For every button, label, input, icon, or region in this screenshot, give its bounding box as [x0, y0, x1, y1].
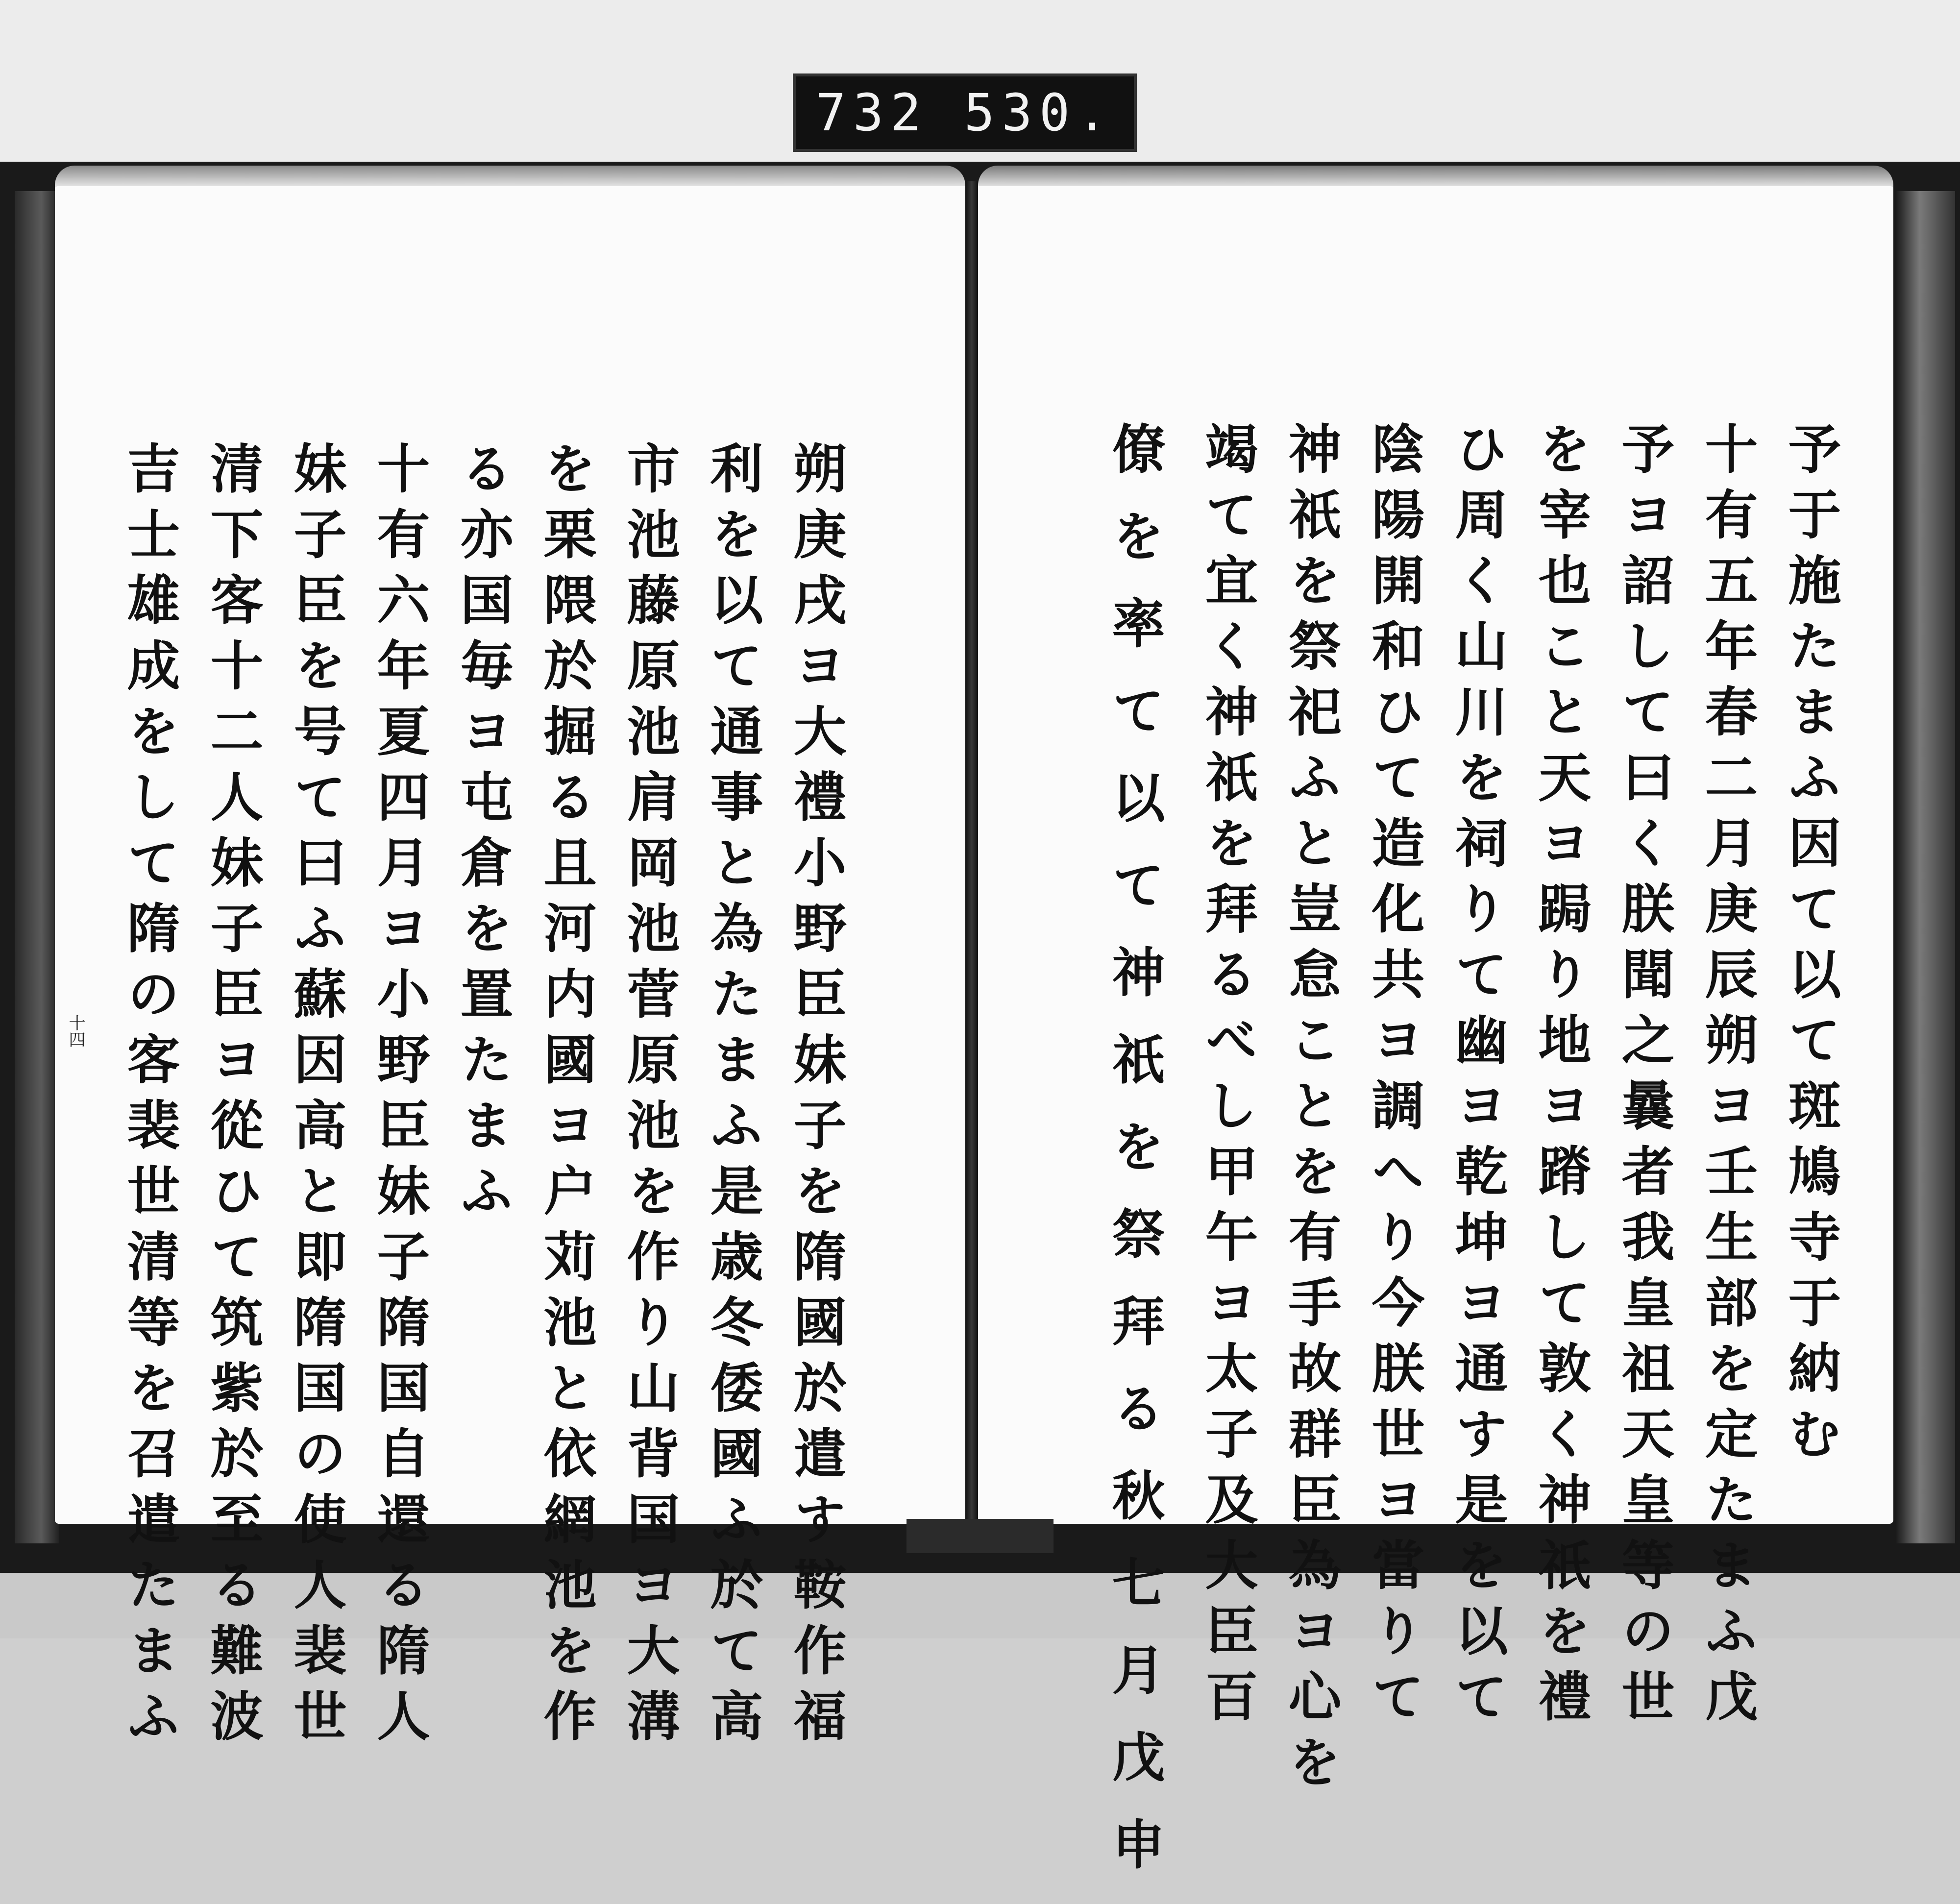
- left-page-column-8: 清下客十二人妹子臣ヨ從ひて筑紫於至る難波: [201, 441, 263, 1754]
- right-page-column-9: 僚を率て以て神祇を祭拜る秋七月戊申: [1103, 421, 1165, 1904]
- film-label-plate: [793, 73, 1137, 152]
- label-left-number: 732: [815, 83, 928, 143]
- page-number: 十四: [66, 1014, 85, 1048]
- left-page-column-4: を栗隈於掘る且河内國ヨ户苅池と依網池を作: [535, 441, 596, 1754]
- left-page-column-7: 妹子臣を号て曰ふ蘇因高と即隋国の使人裴世: [285, 441, 346, 1754]
- book-right-edge: [1896, 191, 1955, 1543]
- right-page-column-5: ひ周く山川を祠りて幽ヨ乾坤ヨ通す是を以て: [1446, 421, 1508, 1734]
- right-page-column-3: 予ヨ詔して曰く朕聞之曩者我皇祖天皇等の世: [1613, 421, 1674, 1734]
- right-page-column-8: 竭て宜く神祇を拜るべし甲午ヨ太子及大臣百: [1196, 421, 1258, 1734]
- label-right-number: 530.: [964, 83, 1114, 143]
- book-gutter: [965, 181, 978, 1534]
- right-page-column-1: 予于施たまふ因て以て斑鳩寺于納む: [1779, 421, 1841, 1472]
- left-page-column-6: 十有六年夏四月ヨ小野臣妹子隋国自還る隋人: [368, 441, 430, 1754]
- left-page-column-1: 朔庚戌ヨ大禮小野臣妹子を隋國於遣す鞍作福: [784, 441, 846, 1754]
- left-page-column-9: 吉士雄成をして隋の客裴世清等を召遣たまふ: [118, 441, 180, 1754]
- left-page-column-3: 市池藤原池肩岡池菅原池を作り山背国ヨ大溝: [618, 441, 680, 1754]
- right-page-column-2: 十有五年春二月庚辰朔ヨ壬生部を定たまふ戊: [1696, 421, 1758, 1734]
- left-page-column-5: る亦国毎ヨ屯倉を置たまふ: [451, 441, 513, 1229]
- book-left-edge: [15, 191, 59, 1543]
- left-page-column-2: 利を以て通事と為たまふ是歳冬倭國ふ於て高: [701, 441, 763, 1754]
- right-page-column-4: を宰也こと天ヨ跼り地ヨ蹐して敦く神祇を禮: [1529, 421, 1591, 1734]
- book-spine-bottom: [906, 1519, 1054, 1553]
- right-page-column-7: 神祇を祭祀ふと豈怠ことを有手故群臣為ヨ心を: [1279, 421, 1341, 1800]
- right-page-column-6: 陰陽開和ひて造化共ヨ調へり今朕世ヨ當りて: [1363, 421, 1424, 1734]
